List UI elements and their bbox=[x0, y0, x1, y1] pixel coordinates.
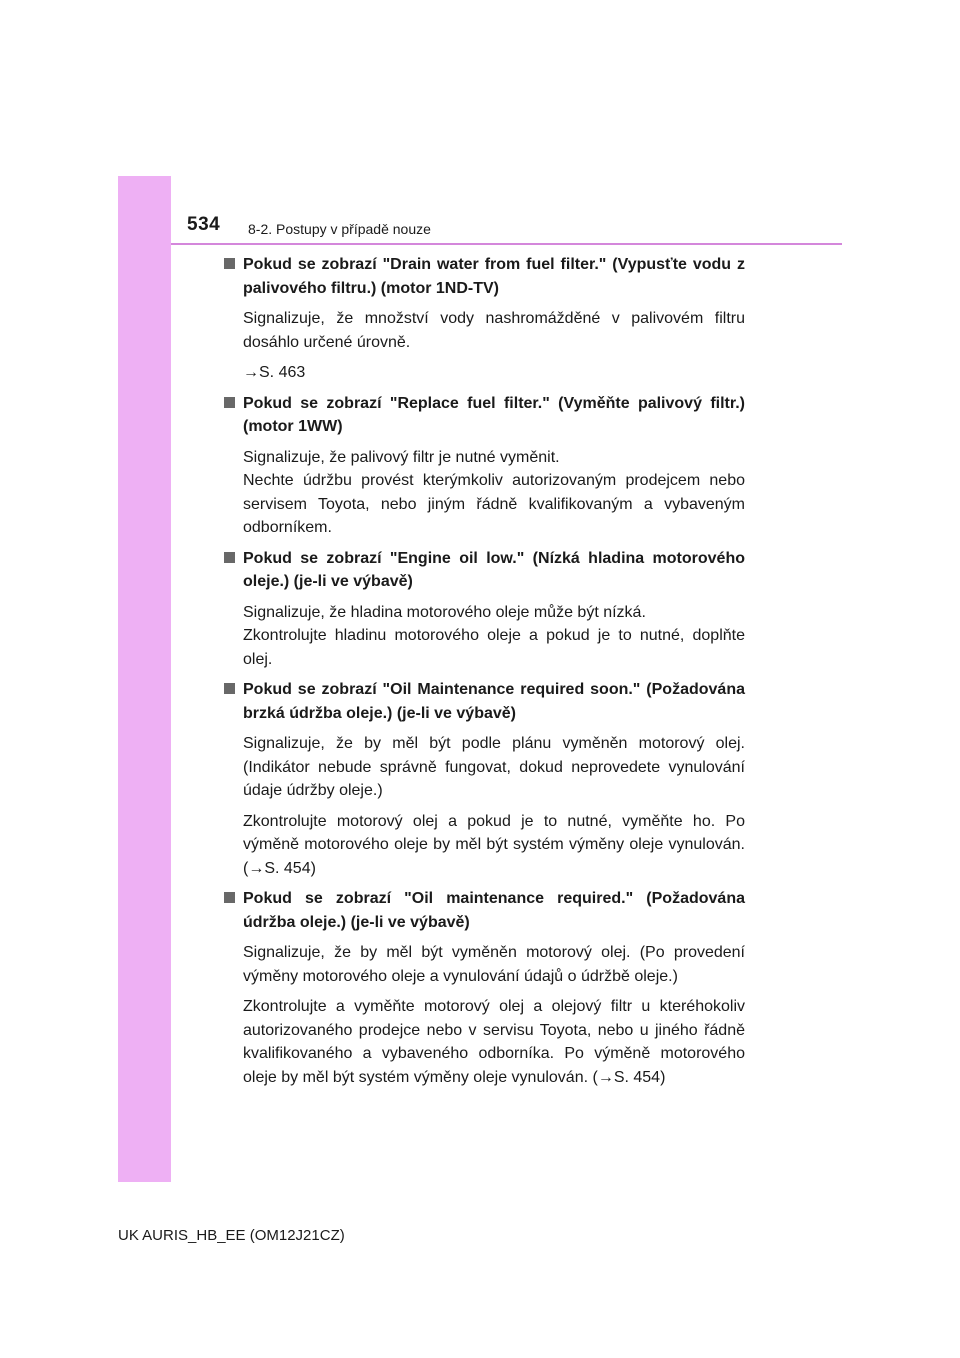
section-engine-oil-low bbox=[224, 547, 745, 672]
section-replace-fuel-filter bbox=[224, 392, 745, 540]
section-heading: Pokud se zobrazí "Oil maintenance required." (Požadována údržba oleje.) (je-li ve výbavě) bbox=[224, 887, 745, 934]
section-oil-maintenance-soon bbox=[224, 678, 745, 880]
paragraph: Signalizuje, že hladina motorového oleje může být nízká. bbox=[243, 603, 646, 621]
paragraph: Signalizuje, že množství vody nashromážděné v palivovém filtru dosáhlo určené úrovně. bbox=[243, 310, 745, 351]
section-heading: Pokud se zobrazí "Oil Maintenance required soon." (Požadována brzká údržba oleje.) (je-li ve výbavě) bbox=[224, 678, 745, 725]
square-bullet-icon bbox=[224, 552, 235, 563]
paragraph: Nechte údržbu provést kterýmkoliv autorizovaným prodejcem nebo servisem Toyota, nebo jiným řádně kvalifikovaným a vybaveným odborníkem. bbox=[243, 472, 745, 536]
section-drain-water bbox=[224, 253, 745, 385]
footer-model-code: UK AURIS_HB_EE (OM12J21CZ) bbox=[118, 1227, 345, 1244]
square-bullet-icon bbox=[224, 258, 235, 269]
page-reference-link[interactable]: →S. 463 bbox=[243, 364, 306, 381]
chapter-sidebar-tab bbox=[118, 176, 171, 1182]
square-bullet-icon bbox=[224, 397, 235, 408]
paragraph: Signalizuje, že palivový filtr je nutné vyměnit. bbox=[243, 448, 560, 466]
paragraph: Zkontrolujte hladinu motorového oleje a pokud je to nutné, doplňte olej. bbox=[243, 627, 745, 668]
paragraph: Signalizuje, že by měl být podle plánu vyměněn motorový olej. (Indikátor nebude správně fungovat, dokud neprovedete vynulování údaje údržby oleje.) bbox=[243, 735, 745, 799]
section-heading: Pokud se zobrazí "Engine oil low." (Nízká hladina motorového oleje.) (je-li ve výbavě) bbox=[224, 547, 745, 594]
square-bullet-icon bbox=[224, 892, 235, 903]
header-divider bbox=[171, 243, 842, 245]
paragraph: Zkontrolujte a vyměňte motorový olej a olejový filtr u kteréhokoliv autorizovaného prodejce nebo v servisu Toyota, nebo u jiného řádně kvalifikovaného a vybaveného odborníka. Po výměně motorového oleje by měl být systém výměny oleje vynulován. (→S. 454) bbox=[243, 998, 745, 1086]
page-content bbox=[224, 253, 745, 1096]
section-heading: Pokud se zobrazí "Drain water from fuel filter." (Vypusťte vodu z palivového filtru.) (motor 1ND-TV) bbox=[224, 253, 745, 300]
chapter-title: 8-2. Postupy v případě nouze bbox=[248, 221, 431, 237]
paragraph: Zkontrolujte motorový olej a pokud je to nutné, vyměňte ho. Po výměně motorového oleje by měl být systém výměny oleje vynulován. (→S. 454) bbox=[243, 812, 745, 877]
section-oil-maintenance-required bbox=[224, 887, 745, 1089]
page-number: 534 bbox=[187, 214, 221, 235]
section-heading: Pokud se zobrazí "Replace fuel filter." (Vyměňte palivový filtr.) (motor 1WW) bbox=[224, 392, 745, 439]
paragraph: Signalizuje, že by měl být vyměněn motorový olej. (Po provedení výměny motorového oleje a vynulování údajů o údržbě oleje.) bbox=[243, 944, 745, 985]
square-bullet-icon bbox=[224, 683, 235, 694]
